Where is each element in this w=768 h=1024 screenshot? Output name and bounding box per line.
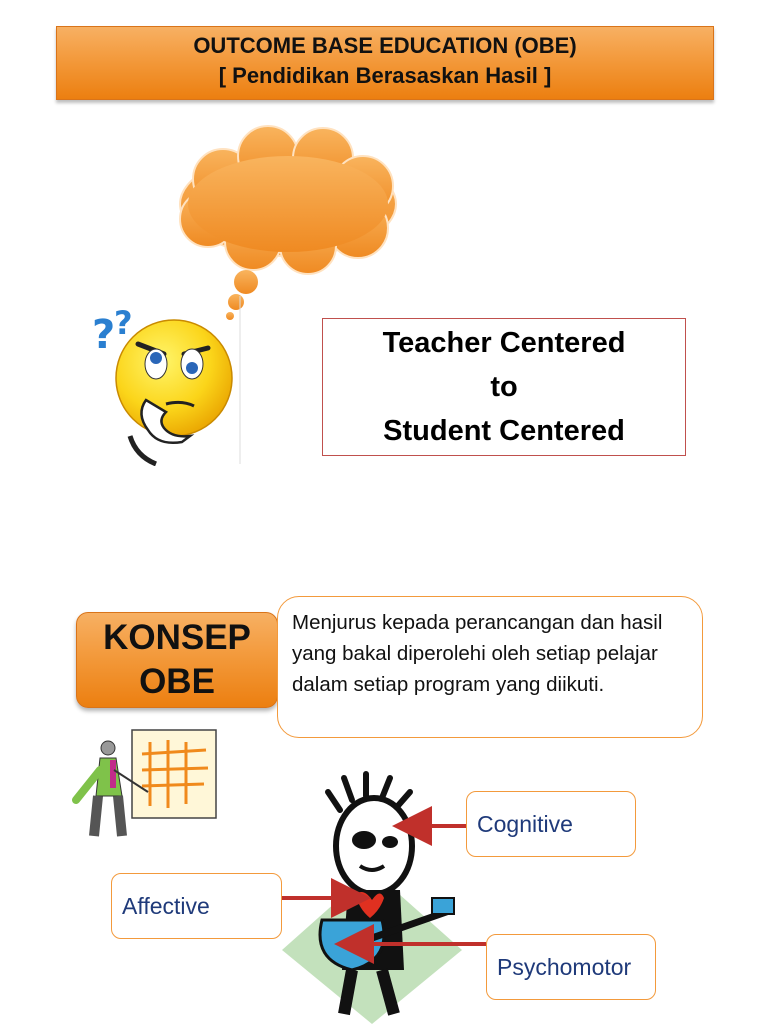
title-line-1: OUTCOME BASE EDUCATION (OBE): [193, 33, 577, 58]
konsep-line-2: OBE: [139, 662, 215, 701]
centered-line-3: Student Centered: [383, 415, 625, 447]
teacher-presenting-icon: [70, 726, 220, 842]
svg-text:?: ?: [92, 312, 116, 358]
svg-text:?: ?: [114, 304, 133, 342]
thought-cloud-icon: [168, 124, 408, 324]
thinking-smiley-icon: [86, 296, 244, 466]
obe-description: Menjurus kepada perancangan dan hasil yang bakal diperolehi oleh setiap pelajar dalam setiap program yang diikuti.: [277, 596, 703, 738]
cognitive-label: Cognitive: [466, 791, 636, 857]
title-line-2: [ Pendidikan Berasaskan Hasil ]: [218, 63, 552, 88]
konsep-obe-label: [76, 612, 278, 708]
konsep-line-1: KONSEP: [103, 618, 251, 657]
centered-line-1: Teacher Centered: [382, 327, 626, 359]
title-banner: [56, 26, 714, 100]
affective-label: Affective: [111, 873, 282, 939]
teacher-student-box: [322, 318, 686, 456]
psychomotor-label: Psychomotor: [486, 934, 656, 1000]
guitar-player-icon: [282, 770, 462, 1024]
centered-line-2: to: [490, 371, 518, 403]
